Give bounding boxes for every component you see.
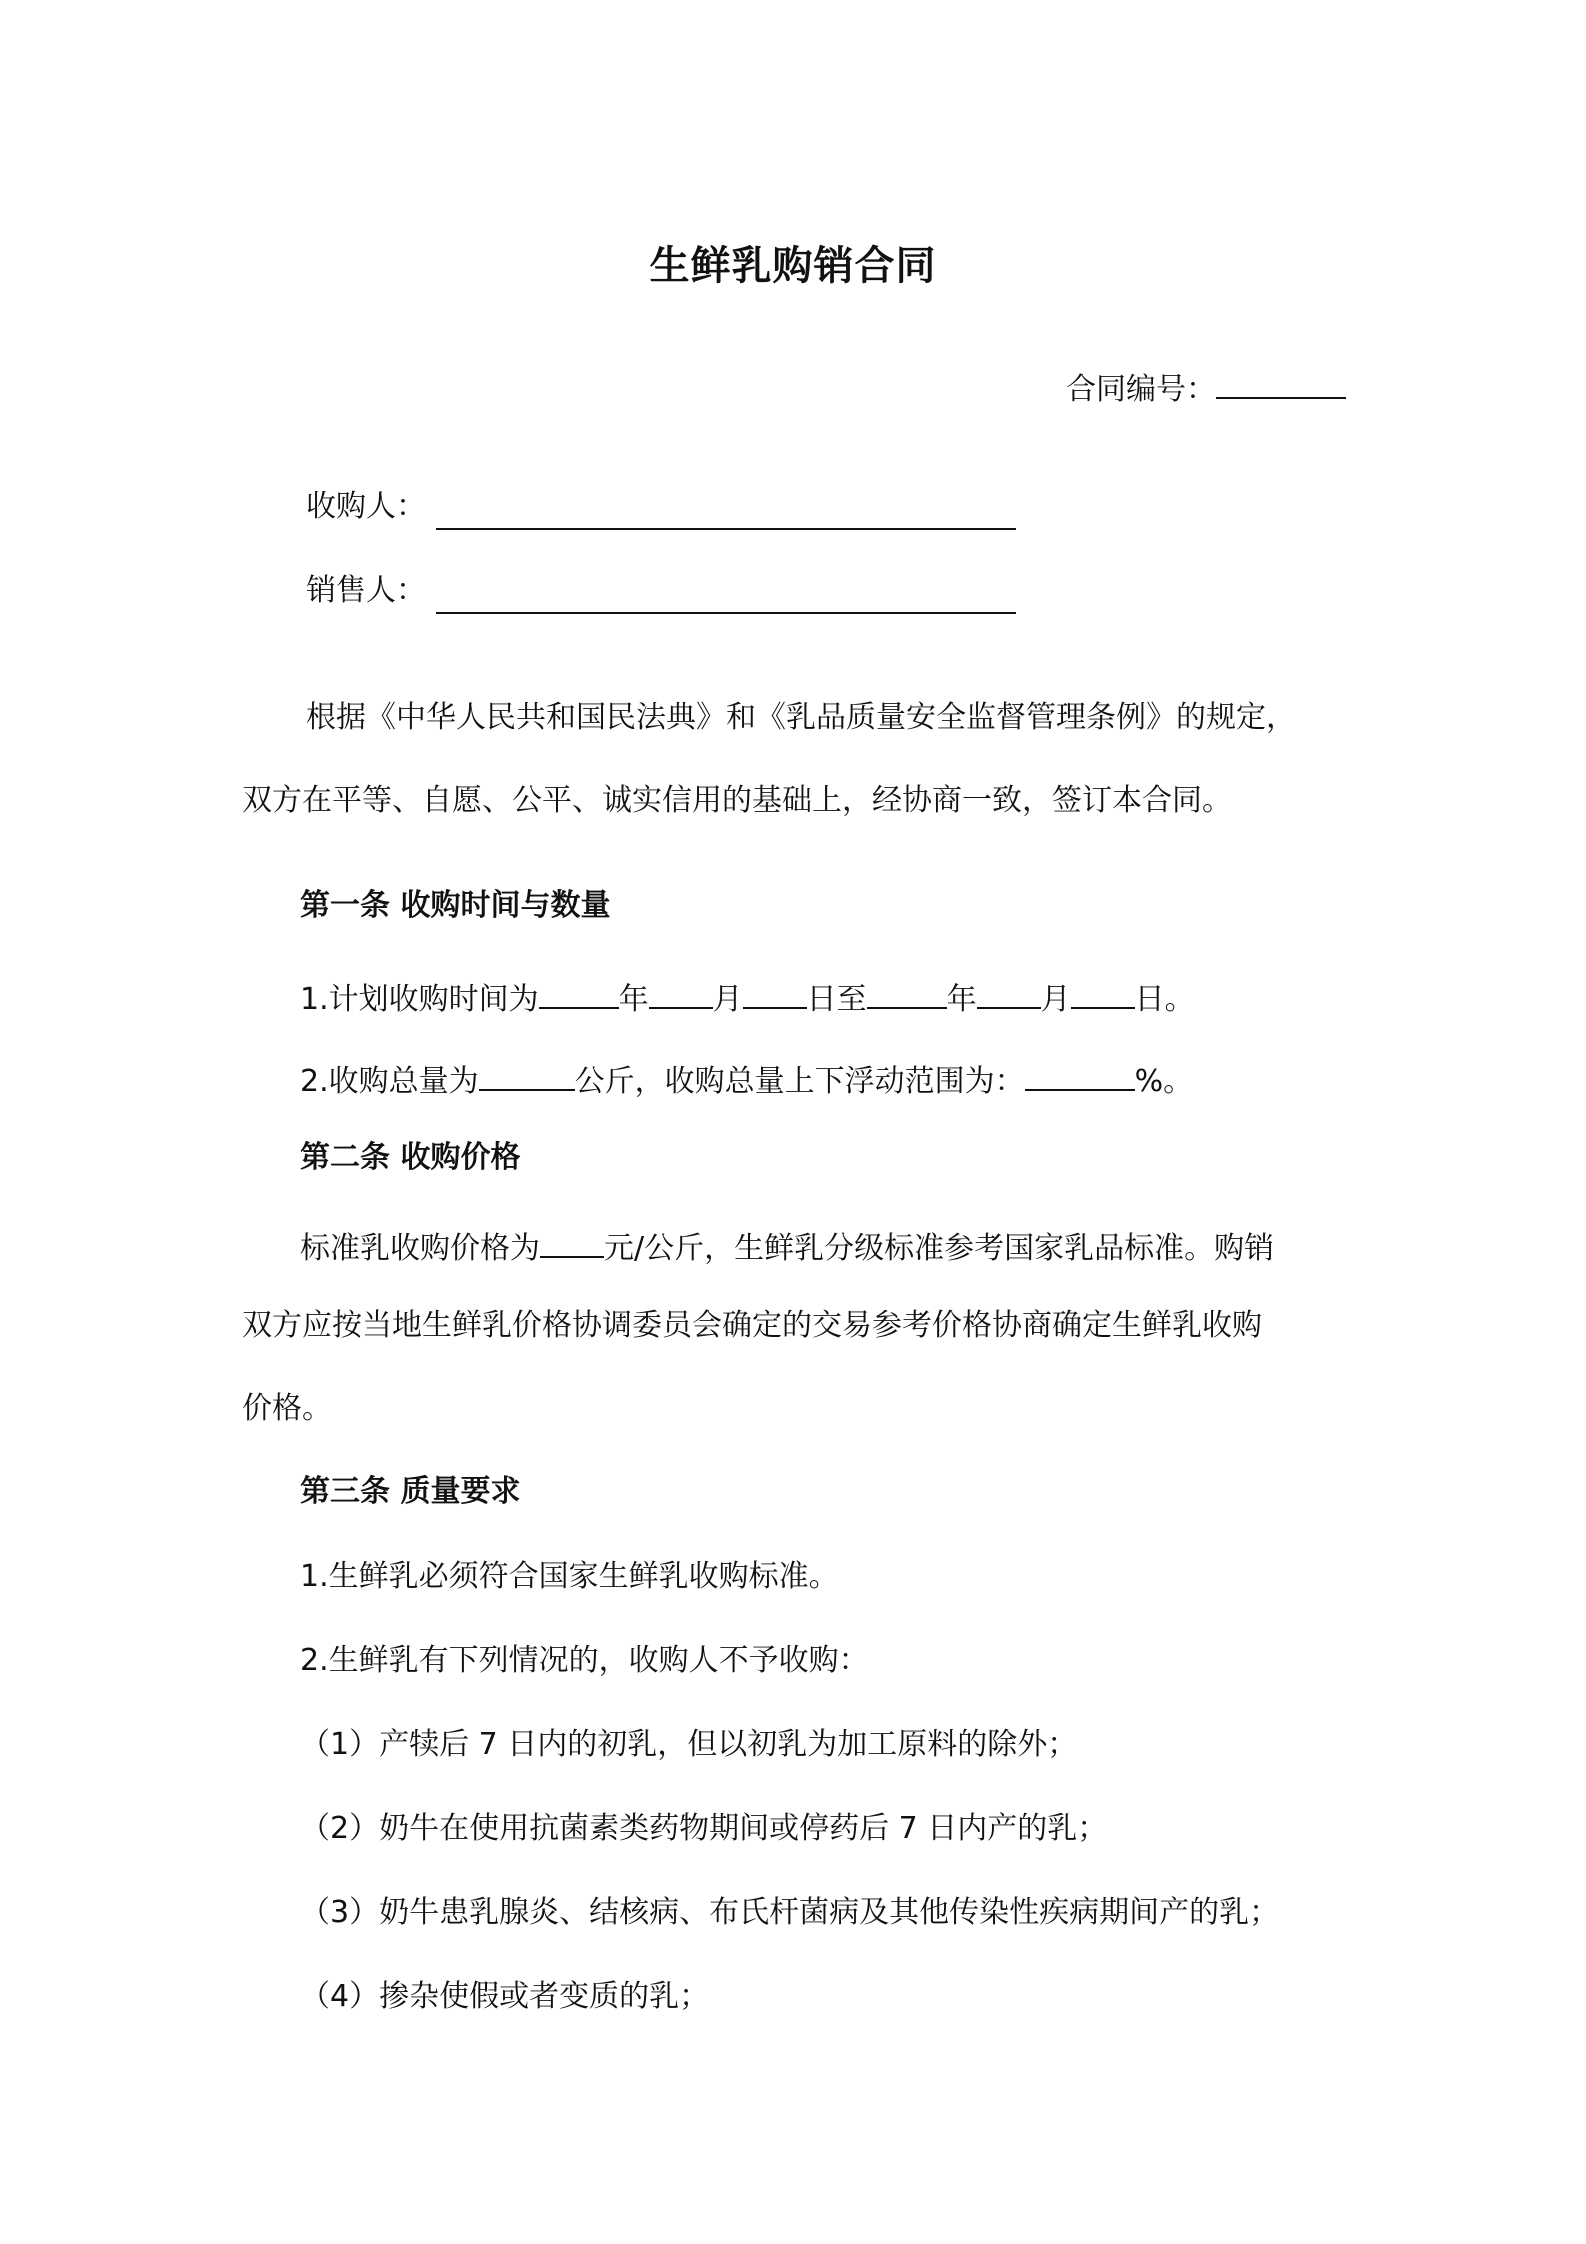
article-3-item-2: 2.生鲜乳有下列情况的，收购人不予收购： (300, 1643, 869, 1678)
item-2-middle: 公斤，收购总量上下浮动范围为： (574, 1064, 1025, 1099)
price-prefix: 标准乳收购价格为 (300, 1231, 540, 1266)
end-month-blank[interactable] (977, 973, 1041, 1009)
article-3-item-1: 1.生鲜乳必须符合国家生鲜乳收购标准。 (300, 1559, 839, 1594)
article-2-line-3: 价格。 (242, 1391, 332, 1426)
start-year-blank[interactable] (539, 973, 619, 1009)
buyer-row (306, 487, 426, 527)
end-year-blank[interactable] (867, 973, 947, 1009)
seller-blank[interactable] (436, 612, 1016, 614)
fluctuation-range-blank[interactable] (1025, 1055, 1135, 1091)
article-1-item-1 (300, 973, 1195, 1020)
end-year-label: 年 (946, 982, 977, 1017)
article-2-heading: 第二条 收购价格 (300, 1140, 521, 1175)
item-2-prefix: 2.收购总量为 (300, 1064, 479, 1099)
page-title: 生鲜乳购销合同 (649, 243, 937, 289)
seller-row (306, 571, 426, 611)
preamble-line-2: 双方在平等、自愿、公平、诚实信用的基础上，经协商一致，签订本合同。 (242, 783, 1232, 818)
contract-number-row (1066, 363, 1346, 410)
buyer-blank[interactable] (436, 528, 1016, 530)
article-3-sub-3: （3）奶牛患乳腺炎、结核病、布氏杆菌病及其他传染性疾病期间产的乳； (300, 1895, 1280, 1930)
contract-number-blank[interactable] (1216, 363, 1346, 399)
article-2-line-2: 双方应按当地生鲜乳价格协调委员会确定的交易参考价格协商确定生鲜乳收购 (242, 1308, 1262, 1343)
price-blank[interactable] (540, 1222, 604, 1258)
start-month-blank[interactable] (649, 973, 713, 1009)
end-day-blank[interactable] (1071, 973, 1135, 1009)
article-3-sub-2: （2）奶牛在使用抗菌素类药物期间或停药后 7 日内产的乳； (300, 1811, 1108, 1846)
total-quantity-blank[interactable] (479, 1055, 575, 1091)
article-1-item-2 (300, 1055, 1193, 1102)
item-2-suffix: %。 (1134, 1064, 1194, 1099)
preamble-line-1: 根据《中华人民共和国民法典》和《乳品质量安全监督管理条例》的规定， (306, 700, 1296, 735)
article-3-sub-1: （1）产犊后 7 日内的初乳，但以初乳为加工原料的除外； (300, 1727, 1078, 1762)
article-1-heading: 第一条 收购时间与数量 (300, 888, 611, 923)
end-day-label: 日。 (1134, 982, 1195, 1017)
article-3-heading: 第三条 质量要求 (300, 1474, 521, 1509)
contract-number-label: 合同编号： (1066, 372, 1216, 407)
start-year-label: 年 (618, 982, 649, 1017)
start-month-label: 月 (712, 982, 743, 1017)
start-day-blank[interactable] (743, 973, 807, 1009)
start-day-label: 日至 (806, 982, 867, 1017)
seller-label: 销售人： (306, 573, 426, 608)
item-1-prefix: 1.计划收购时间为 (300, 982, 539, 1017)
article-2-line-1 (300, 1222, 1274, 1269)
buyer-label: 收购人： (306, 489, 426, 524)
end-month-label: 月 (1040, 982, 1071, 1017)
article-3-sub-4: （4）掺杂使假或者变质的乳； (300, 1979, 710, 2014)
price-suffix: 元/公斤，生鲜乳分级标准参考国家乳品标准。购销 (604, 1231, 1275, 1266)
